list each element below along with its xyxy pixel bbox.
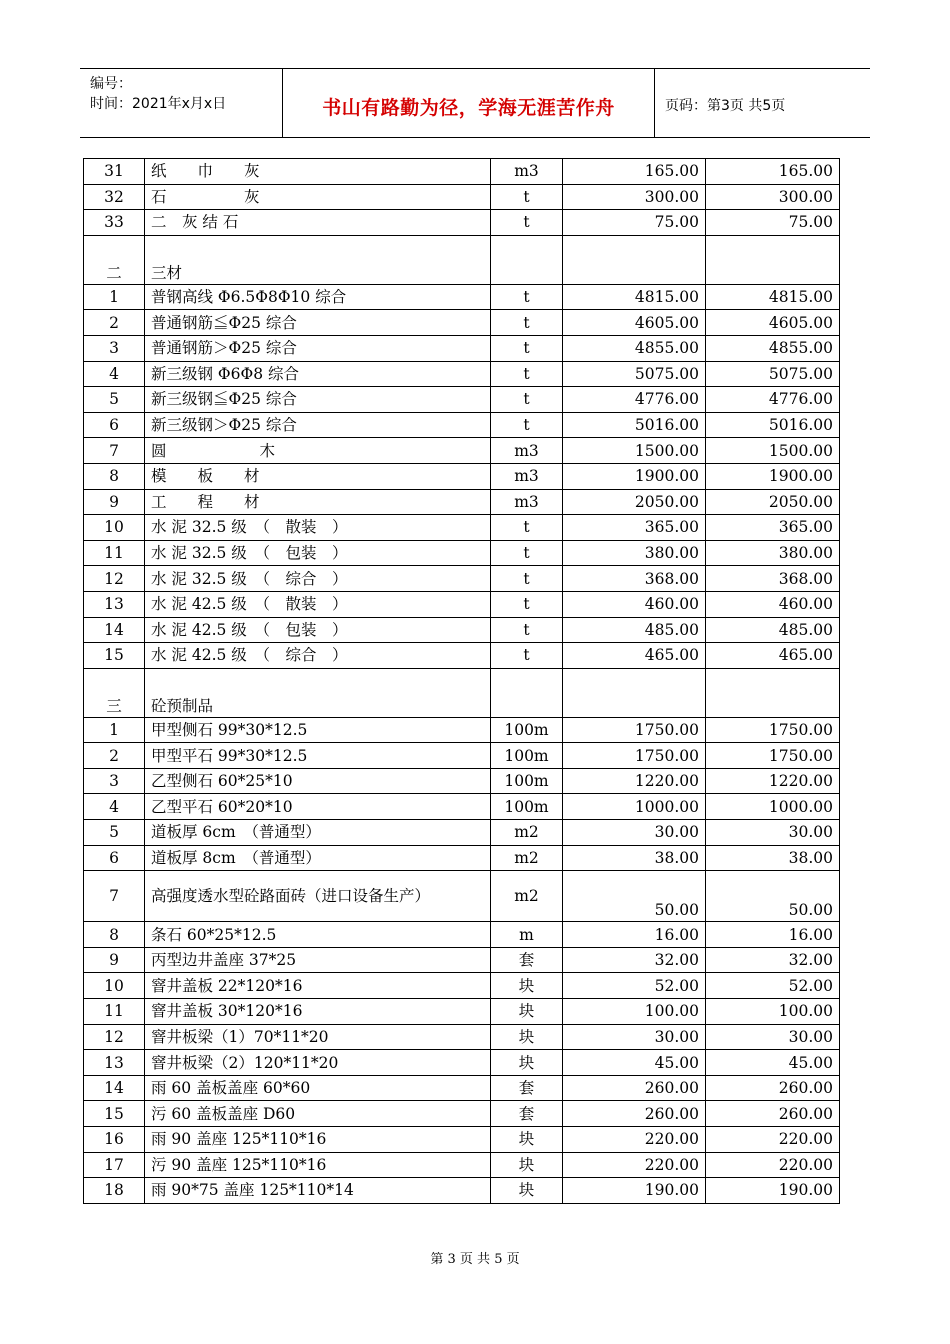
price-column-2: 1900.00 (706, 463, 840, 489)
price-column-1: 220.00 (563, 1127, 706, 1153)
row-number: 7 (84, 438, 145, 464)
table-row (84, 999, 840, 1025)
row-number: 14 (84, 617, 145, 643)
item-unit: 套 (491, 1075, 563, 1101)
price-table-body (84, 159, 840, 1204)
item-name: 高强度透水型砼路面砖（进口设备生产） (145, 871, 491, 922)
price-column-1: 75.00 (563, 210, 706, 236)
table-row (84, 871, 840, 922)
item-unit: t (491, 643, 563, 669)
price-column-1: 50.00 (563, 871, 706, 922)
item-unit: t (491, 412, 563, 438)
item-unit: t (491, 566, 563, 592)
item-name: 雨 90 盖座 125*110*16 (145, 1127, 491, 1153)
price-column-2 (706, 235, 840, 284)
price-column-2: 45.00 (706, 1050, 840, 1076)
price-column-2: 30.00 (706, 820, 840, 846)
row-number: 1 (84, 284, 145, 310)
item-unit: t (491, 310, 563, 336)
item-unit: m2 (491, 871, 563, 922)
price-column-1: 260.00 (563, 1101, 706, 1127)
page-header (80, 68, 870, 138)
row-number: 6 (84, 845, 145, 871)
table-row (84, 387, 840, 413)
section-row (84, 235, 840, 284)
item-name: 甲型平石 99*30*12.5 (145, 743, 491, 769)
price-column-1: 1220.00 (563, 768, 706, 794)
row-number: 9 (84, 947, 145, 973)
header-page-cell (655, 69, 870, 137)
item-name: 水 泥 32.5 级 （ 包装 ） (145, 540, 491, 566)
row-number: 3 (84, 768, 145, 794)
price-column-2: 165.00 (706, 159, 840, 185)
price-column-1: 1750.00 (563, 743, 706, 769)
price-column-1: 380.00 (563, 540, 706, 566)
time-label: 时间：2021年x月x日 (90, 96, 227, 112)
row-number: 8 (84, 922, 145, 948)
price-column-2: 485.00 (706, 617, 840, 643)
row-number: 二 (84, 235, 145, 284)
item-unit: m3 (491, 463, 563, 489)
item-unit: 套 (491, 947, 563, 973)
item-name: 普钢高线 Φ6.5Φ8Φ10 综合 (145, 284, 491, 310)
table-row (84, 412, 840, 438)
item-name: 污 90 盖座 125*110*16 (145, 1152, 491, 1178)
price-column-1: 4855.00 (563, 335, 706, 361)
item-name: 水 泥 32.5 级 （ 综合 ） (145, 566, 491, 592)
price-column-1: 4776.00 (563, 387, 706, 413)
price-column-2: 1750.00 (706, 717, 840, 743)
price-column-2: 380.00 (706, 540, 840, 566)
item-name: 道板厚 8cm （普通型） (145, 845, 491, 871)
price-column-2: 4776.00 (706, 387, 840, 413)
item-unit: t (491, 540, 563, 566)
price-column-2: 190.00 (706, 1178, 840, 1204)
table-row (84, 1050, 840, 1076)
price-column-1 (563, 668, 706, 717)
table-row (84, 438, 840, 464)
table-row (84, 743, 840, 769)
table-row (84, 820, 840, 846)
table-row (84, 540, 840, 566)
item-unit: t (491, 361, 563, 387)
row-number: 13 (84, 1050, 145, 1076)
item-name: 新三级钢＞Φ25 综合 (145, 412, 491, 438)
price-column-2: 30.00 (706, 1024, 840, 1050)
item-unit (491, 235, 563, 284)
price-column-1: 460.00 (563, 591, 706, 617)
table-row (84, 717, 840, 743)
row-number: 15 (84, 643, 145, 669)
price-column-1: 260.00 (563, 1075, 706, 1101)
row-number: 8 (84, 463, 145, 489)
item-unit: t (491, 617, 563, 643)
item-unit: m3 (491, 438, 563, 464)
item-name: 水 泥 32.5 级 （ 散装 ） (145, 515, 491, 541)
table-row (84, 1127, 840, 1153)
row-number: 14 (84, 1075, 145, 1101)
price-column-2: 1500.00 (706, 438, 840, 464)
table-row (84, 973, 840, 999)
item-unit: t (491, 335, 563, 361)
header-motto-cell (283, 69, 655, 137)
item-unit: t (491, 284, 563, 310)
item-unit: 100m (491, 794, 563, 820)
item-unit: 块 (491, 1024, 563, 1050)
row-number: 15 (84, 1101, 145, 1127)
row-number: 10 (84, 515, 145, 541)
price-column-1: 30.00 (563, 820, 706, 846)
price-column-2: 50.00 (706, 871, 840, 922)
table-row (84, 591, 840, 617)
price-column-1: 4815.00 (563, 284, 706, 310)
item-unit (491, 668, 563, 717)
price-column-2: 300.00 (706, 184, 840, 210)
price-column-1: 5016.00 (563, 412, 706, 438)
row-number: 13 (84, 591, 145, 617)
item-name: 窨井板梁（2）120*11*20 (145, 1050, 491, 1076)
item-name: 模 板 材 (145, 463, 491, 489)
table-row (84, 643, 840, 669)
price-column-1: 1750.00 (563, 717, 706, 743)
row-number: 18 (84, 1178, 145, 1204)
price-column-2: 4815.00 (706, 284, 840, 310)
item-name: 二 灰 结 石 (145, 210, 491, 236)
item-unit: t (491, 515, 563, 541)
item-unit: 块 (491, 999, 563, 1025)
row-number: 10 (84, 973, 145, 999)
row-number: 1 (84, 717, 145, 743)
item-name: 普通钢筋＞Φ25 综合 (145, 335, 491, 361)
item-name: 雨 60 盖板盖座 60*60 (145, 1075, 491, 1101)
price-column-1: 190.00 (563, 1178, 706, 1204)
item-name: 乙型平石 60*20*10 (145, 794, 491, 820)
item-name: 水 泥 42.5 级 （ 包装 ） (145, 617, 491, 643)
price-column-2: 1000.00 (706, 794, 840, 820)
row-number: 11 (84, 999, 145, 1025)
motto-text: 书山有路勤为径，学海无涯苦作舟 (322, 97, 615, 119)
price-column-2: 465.00 (706, 643, 840, 669)
table-row (84, 845, 840, 871)
price-column-2: 75.00 (706, 210, 840, 236)
price-column-1: 4605.00 (563, 310, 706, 336)
item-name: 砼预制品 (145, 668, 491, 717)
item-unit: 块 (491, 1127, 563, 1153)
row-number: 4 (84, 794, 145, 820)
row-number: 12 (84, 1024, 145, 1050)
price-column-2: 16.00 (706, 922, 840, 948)
table-row (84, 489, 840, 515)
item-name: 纸 巾 灰 (145, 159, 491, 185)
price-column-1: 365.00 (563, 515, 706, 541)
row-number: 16 (84, 1127, 145, 1153)
price-column-1: 38.00 (563, 845, 706, 871)
item-unit: t (491, 210, 563, 236)
table-row (84, 1024, 840, 1050)
price-column-1: 2050.00 (563, 489, 706, 515)
item-unit: m3 (491, 489, 563, 515)
table-row (84, 794, 840, 820)
item-name: 雨 90*75 盖座 125*110*14 (145, 1178, 491, 1204)
item-unit: 套 (491, 1101, 563, 1127)
price-column-1: 165.00 (563, 159, 706, 185)
price-column-2 (706, 668, 840, 717)
item-name: 丙型边井盖座 37*25 (145, 947, 491, 973)
table-row (84, 210, 840, 236)
row-number: 三 (84, 668, 145, 717)
item-name: 窨井盖板 22*120*16 (145, 973, 491, 999)
price-column-2: 32.00 (706, 947, 840, 973)
price-column-2: 52.00 (706, 973, 840, 999)
item-unit: t (491, 387, 563, 413)
table-row (84, 1101, 840, 1127)
price-table (83, 158, 840, 1204)
item-name: 水 泥 42.5 级 （ 综合 ） (145, 643, 491, 669)
table-row (84, 463, 840, 489)
page-footer: 第 3 页 共 5 页 (430, 1252, 520, 1267)
item-name: 道板厚 6cm （普通型） (145, 820, 491, 846)
item-unit: 100m (491, 768, 563, 794)
item-unit: m2 (491, 820, 563, 846)
price-column-2: 4605.00 (706, 310, 840, 336)
price-column-1: 45.00 (563, 1050, 706, 1076)
table-row (84, 284, 840, 310)
price-column-1: 220.00 (563, 1152, 706, 1178)
item-unit: 块 (491, 1050, 563, 1076)
row-number: 31 (84, 159, 145, 185)
item-name: 石 灰 (145, 184, 491, 210)
item-name: 新三级钢≦Φ25 综合 (145, 387, 491, 413)
item-name: 新三级钢 Φ6Φ8 综合 (145, 361, 491, 387)
table-row (84, 159, 840, 185)
price-column-1: 1000.00 (563, 794, 706, 820)
table-row (84, 515, 840, 541)
item-unit: 块 (491, 1178, 563, 1204)
table-row (84, 1075, 840, 1101)
item-name: 窨井盖板 30*120*16 (145, 999, 491, 1025)
table-row (84, 184, 840, 210)
item-name: 三材 (145, 235, 491, 284)
row-number: 33 (84, 210, 145, 236)
price-column-1: 300.00 (563, 184, 706, 210)
table-row (84, 947, 840, 973)
row-number: 3 (84, 335, 145, 361)
item-unit: 块 (491, 1152, 563, 1178)
price-column-2: 5075.00 (706, 361, 840, 387)
price-column-1: 100.00 (563, 999, 706, 1025)
item-unit: 块 (491, 973, 563, 999)
table-row (84, 566, 840, 592)
section-row (84, 668, 840, 717)
price-column-1: 16.00 (563, 922, 706, 948)
row-number: 2 (84, 310, 145, 336)
table-row (84, 768, 840, 794)
item-name: 乙型侧石 60*25*10 (145, 768, 491, 794)
row-number: 4 (84, 361, 145, 387)
table-row (84, 310, 840, 336)
item-name: 圆 木 (145, 438, 491, 464)
row-number: 9 (84, 489, 145, 515)
table-row (84, 335, 840, 361)
price-column-2: 2050.00 (706, 489, 840, 515)
price-column-1: 30.00 (563, 1024, 706, 1050)
row-number: 12 (84, 566, 145, 592)
item-name: 普通钢筋≦Φ25 综合 (145, 310, 491, 336)
item-name: 污 60 盖板盖座 D60 (145, 1101, 491, 1127)
price-column-2: 1750.00 (706, 743, 840, 769)
price-column-1: 465.00 (563, 643, 706, 669)
price-column-2: 4855.00 (706, 335, 840, 361)
item-unit: m3 (491, 159, 563, 185)
table-row (84, 922, 840, 948)
price-column-2: 460.00 (706, 591, 840, 617)
item-name: 条石 60*25*12.5 (145, 922, 491, 948)
item-unit: t (491, 184, 563, 210)
number-label: 编号： (90, 76, 132, 92)
row-number: 7 (84, 871, 145, 922)
price-column-2: 38.00 (706, 845, 840, 871)
price-column-1 (563, 235, 706, 284)
row-number: 17 (84, 1152, 145, 1178)
price-column-1: 52.00 (563, 973, 706, 999)
table-row (84, 1152, 840, 1178)
table-row (84, 617, 840, 643)
price-column-2: 1220.00 (706, 768, 840, 794)
price-column-1: 368.00 (563, 566, 706, 592)
price-column-2: 260.00 (706, 1075, 840, 1101)
item-unit: 100m (491, 743, 563, 769)
row-number: 2 (84, 743, 145, 769)
price-column-2: 100.00 (706, 999, 840, 1025)
price-column-2: 365.00 (706, 515, 840, 541)
price-column-1: 5075.00 (563, 361, 706, 387)
table-row (84, 1178, 840, 1204)
row-number: 11 (84, 540, 145, 566)
price-column-2: 220.00 (706, 1127, 840, 1153)
item-name: 工 程 材 (145, 489, 491, 515)
row-number: 32 (84, 184, 145, 210)
row-number: 5 (84, 387, 145, 413)
table-row (84, 361, 840, 387)
price-column-2: 368.00 (706, 566, 840, 592)
item-unit: m (491, 922, 563, 948)
price-column-1: 1900.00 (563, 463, 706, 489)
row-number: 6 (84, 412, 145, 438)
page-info: 页码：第3页 共5页 (665, 98, 786, 114)
item-name: 甲型侧石 99*30*12.5 (145, 717, 491, 743)
item-name: 窨井板梁（1）70*11*20 (145, 1024, 491, 1050)
price-column-2: 260.00 (706, 1101, 840, 1127)
price-column-2: 220.00 (706, 1152, 840, 1178)
price-column-1: 1500.00 (563, 438, 706, 464)
item-name: 水 泥 42.5 级 （ 散装 ） (145, 591, 491, 617)
price-column-1: 485.00 (563, 617, 706, 643)
item-unit: 100m (491, 717, 563, 743)
price-column-2: 5016.00 (706, 412, 840, 438)
row-number: 5 (84, 820, 145, 846)
item-unit: m2 (491, 845, 563, 871)
item-unit: t (491, 591, 563, 617)
header-left-cell (80, 69, 283, 137)
price-column-1: 32.00 (563, 947, 706, 973)
